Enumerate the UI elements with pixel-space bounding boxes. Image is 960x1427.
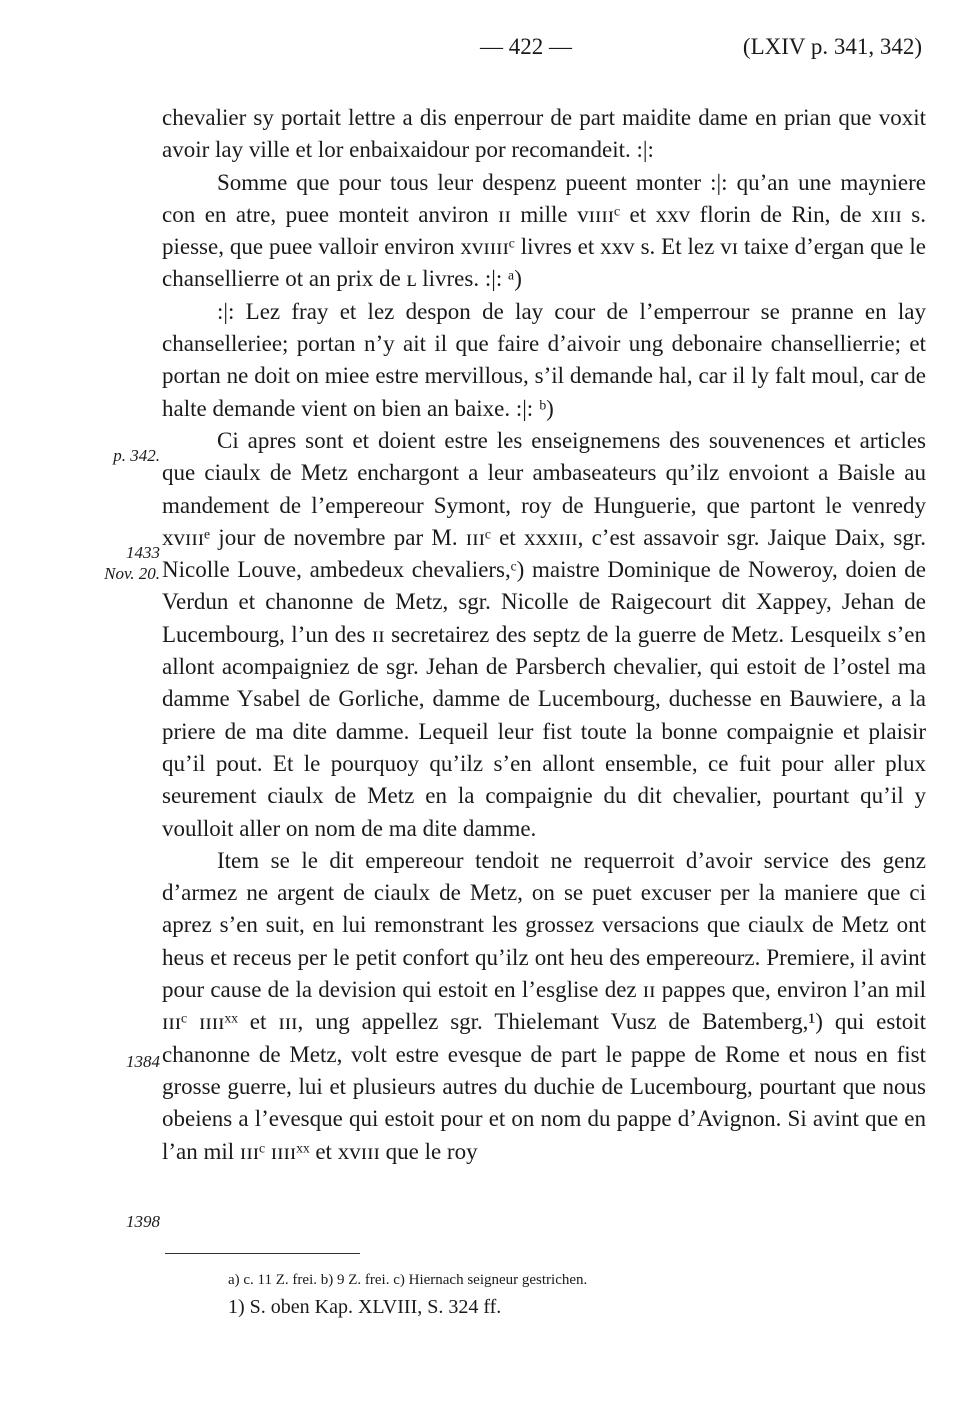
footnote: 1) S. oben Kap. XLVIII, S. 324 ff. bbox=[228, 1296, 502, 1318]
paragraph: Somme que pour tous leur despenz pueent monter :|: qu’an une mayniere con en atre, puee monteit anviron ɪɪ mille ᴠɪɪɪɪᶜ et xxv florin de Rin, de xɪɪɪ s. piesse, que puee valloir environ xᴠɪɪɪɪᶜ livres et xxv s. Et lez ᴠɪ taixe d’ergan que le chansellierre ot an prix de ʟ livres. :|: ᵃ) bbox=[162, 169, 926, 292]
margin-note: 1433 bbox=[126, 543, 160, 562]
paragraph: Ci apres sont et doient estre les enseignemens des souvenences et articles que ciaulx de Metz enchargont a leur ambaseateurs qu’ilz envoiont a Baisle au mandement de l’empereour Symont, roy de Hunguerie, que partont le venredy xᴠɪɪɪᵉ jour de novembre par M. ɪɪɪᶜ et xxxɪɪɪ, c’est assavoir sgr. Jaique Daix, sgr. Nicolle Louve, ambedeux chevaliers,ᶜ) maistre Dominique de Noweroy, doien de Verdun et chanonne de Metz, sgr. Nicolle de Raigecourt dit Xappey, Jehan de Lucembourg, l’un des ɪɪ secretairez des septz de la guerre de Metz. Lesqueilx s’en allont acompaigniez de sgr. Jehan de Parsberch chevalier, qui estoit de l’ostel ma damme Ysabel de Gorliche, damme de Lucembourg, duchesse en Bauwiere, a la priere de ma dite damme. Lequeil leur fist toute la bonne compaignie et plaisir qu’il pout. Et le pourquoy qu’ilz s’en allont ensemble, ce fuit pour aller plux seurement ciaulx de Metz en la compaignie du dit chevalier, pourtant qu’il y voulloit aller on nom de ma dite damme. bbox=[162, 427, 926, 841]
page-reference: (LXIV p. 341, 342) bbox=[742, 34, 922, 59]
margin-note: Nov. 20. bbox=[104, 564, 160, 583]
margin-note: 1398 bbox=[126, 1212, 160, 1231]
margin-note: 1384 bbox=[126, 1052, 160, 1071]
paragraph: :|: Lez fray et lez despon de lay cour de l’emperrour se pranne en lay chanselleriee; portan n’y ait il que faire d’aivoir ung debonaire chansellierrie; et portan ne doit on miee estre mervillous, s’il demande hal, car il ly falt moul, car de halte demande vient on bien an baixe. :|: ᵇ) bbox=[162, 298, 926, 421]
footnote-rule bbox=[165, 1253, 360, 1254]
paragraph: chevalier sy portait lettre a dis enperrour de part maidite dame en prian que voxit avoir lay ville et lor enbaixaidour por recomandeit. :|: bbox=[162, 105, 926, 163]
margin-note: p. 342. bbox=[113, 446, 160, 465]
page-header bbox=[0, 34, 960, 64]
main-text bbox=[162, 102, 926, 1168]
page-number: — 422 — bbox=[480, 34, 572, 59]
paragraph: Item se le dit empereour tendoit ne requerroit d’avoir service des genz d’armez ne argent de ciaulx de Metz, on se puet excuser per la maniere que ci aprez s’en suit, en lui remonstrant les grossez versacions que ciaulx de Metz ont heus et receus per le petit confort qu’ilz ont heu des empereourz. Premiere, il avint pour cause de la devision qui estoit en l’esglise dez ɪɪ pappes que, environ l’an mil ɪɪɪᶜ ɪɪɪɪˣˣ et ɪɪɪ, ung appellez sgr. Thielemant Vusz de Batemberg,¹) qui estoit chanonne de Metz, volt estre evesque de part le pappe de Rome et nous en fist grosse guerre, lui et plusieurs autres du duchie de Lucembourg, pourtant que nous obeiens a l’evesque qui estoit pour et on nom du pappe d’Avignon. Si avint que en l’an mil ɪɪɪᶜ ɪɪɪɪˣˣ et xᴠɪɪɪ que le roy bbox=[162, 847, 926, 1164]
footnotes bbox=[228, 1268, 928, 1320]
footnote: a) c. 11 Z. frei. b) 9 Z. frei. c) Hiernach seigneur gestrichen. bbox=[228, 1272, 588, 1288]
